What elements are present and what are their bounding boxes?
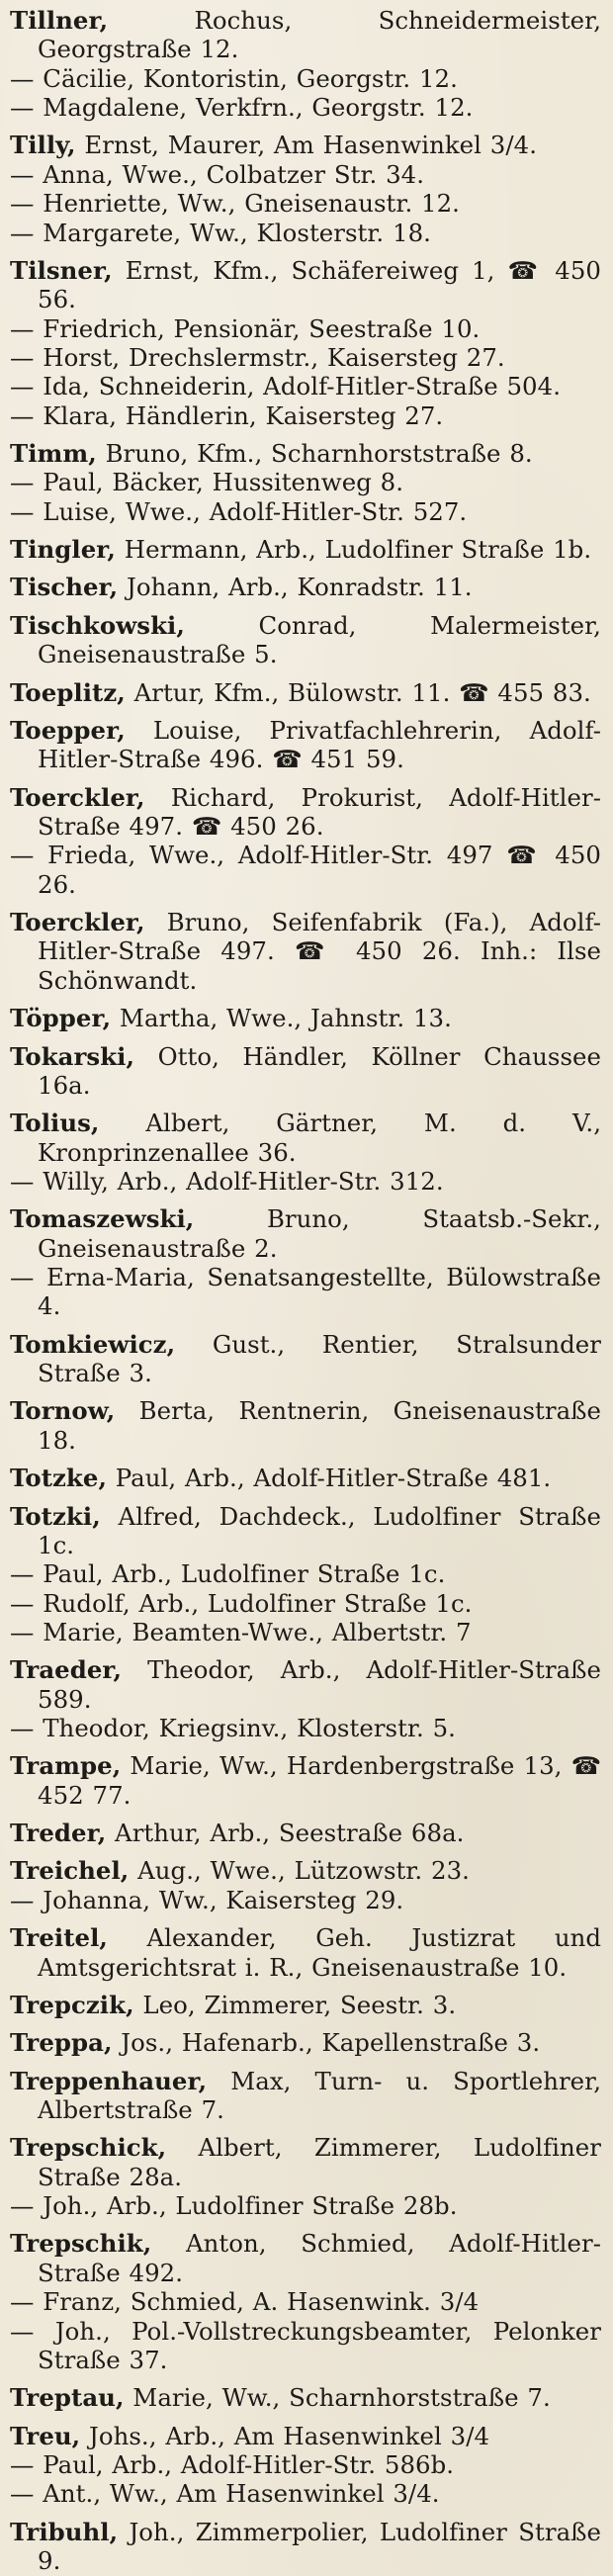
entry-details: Marie, Ww., Scharnhorststraße 7. xyxy=(124,2383,551,2413)
entry-surname: Treitel, xyxy=(10,1923,108,1953)
directory-sub-entry xyxy=(10,497,601,526)
directory-entry xyxy=(10,1923,601,1982)
entry-details: Anton, Schmied, Adolf-Hitler-Straße 492. xyxy=(38,2229,601,2287)
directory-entry xyxy=(10,1204,601,1263)
directory-entry xyxy=(10,1396,601,1455)
entry-surname: Tomkiewicz, xyxy=(10,1329,176,1359)
directory-entry xyxy=(10,2229,601,2287)
directory-sub-entry xyxy=(10,2450,601,2479)
entry-details: Johann, Arb., Konradstr. 11. xyxy=(118,573,473,602)
entry-surname: Totzke, xyxy=(10,1464,107,1493)
entry-surname: Toeplitz, xyxy=(10,677,126,707)
entry-details: Ernst, Maurer, Am Hasenwinkel 3/4. xyxy=(75,131,538,160)
entry-surname: Trampe, xyxy=(10,1751,122,1781)
directory-sub-entry xyxy=(10,1167,601,1196)
entry-surname: Treder, xyxy=(10,1819,107,1848)
entry-details: Bruno, Staatsb.-Sekr., Gneisenaustraße 2. xyxy=(38,1204,601,1263)
directory-entry xyxy=(10,1991,601,2019)
directory-sub-entry xyxy=(10,401,601,430)
entry-details: Aug., Wwe., Lützowstr. 23. xyxy=(129,1856,470,1886)
entry-details: Hermann, Arb., Ludolfiner Straße 1b. xyxy=(115,535,592,565)
directory-sub-entry xyxy=(10,841,601,899)
entry-details: — Franz, Schmied, A. Hasenwink. 3/4 xyxy=(10,2287,480,2317)
entry-details: Albert, Zimmerer, Ludolfiner Straße 28a. xyxy=(38,2133,601,2191)
directory-entry xyxy=(10,1502,601,1560)
entry-details: Artur, Kfm., Bülowstr. 11. ☎ 455 83. xyxy=(125,677,591,707)
directory-entry xyxy=(10,2518,601,2576)
directory-entry xyxy=(10,783,601,842)
directory-sub-entry xyxy=(10,1589,601,1618)
directory-sub-entry xyxy=(10,343,601,372)
directory-entry xyxy=(10,1109,601,1167)
directory-sub-entry xyxy=(10,372,601,400)
directory-entry xyxy=(10,678,601,707)
directory-entry xyxy=(10,2383,601,2412)
directory-entry xyxy=(10,2028,601,2057)
entry-surname: Toerckler, xyxy=(10,782,145,812)
entry-surname: Treichel, xyxy=(10,1856,130,1886)
entry-details: — Cäcilie, Kontoristin, Georgstr. 12. xyxy=(10,63,458,93)
directory-entry xyxy=(10,1819,601,1847)
entry-surname: Tingler, xyxy=(10,535,116,565)
entry-details: Richard, Prokurist, Adolf-Hitler-Straße 497. ☎ 450 26. xyxy=(38,782,601,841)
directory-entry xyxy=(10,1751,601,1810)
entry-details: Louise, Privatfachlehrerin, Adolf-Hitler-Straße 496. ☎ 451 59. xyxy=(38,715,601,774)
entry-details: — Luise, Wwe., Adolf-Hitler-Str. 527. xyxy=(10,496,468,526)
entry-surname: Tilly, xyxy=(10,131,76,160)
entry-details: Arthur, Arb., Seestraße 68a. xyxy=(106,1819,465,1848)
entry-details: Theodor, Arb., Adolf-Hitler-Straße 589. xyxy=(38,1655,601,1714)
directory-entry xyxy=(10,6,601,64)
directory-entry xyxy=(10,716,601,774)
directory-entry xyxy=(10,1856,601,1885)
entry-surname: Tischkowski, xyxy=(10,610,185,640)
entry-surname: Toepper, xyxy=(10,715,126,745)
entry-details: — Anna, Wwe., Colbatzer Str. 34. xyxy=(10,159,425,189)
directory-entry xyxy=(10,908,601,995)
directory-sub-entry xyxy=(10,1714,601,1742)
directory-entry xyxy=(10,611,601,669)
entry-details: — Frieda, Wwe., Adolf-Hitler-Str. 497 ☎ 450 26. xyxy=(10,841,601,899)
directory-entry xyxy=(10,131,601,159)
directory-sub-entry xyxy=(10,1263,601,1321)
entry-details: Max, Turn- u. Sportlehrer, Albertstraße 7. xyxy=(38,2066,601,2124)
directory-entry xyxy=(10,2133,601,2191)
entry-details: — Paul, Bäcker, Hussitenweg 8. xyxy=(10,468,404,497)
entry-surname: Tolius, xyxy=(10,1109,100,1138)
directory-entry xyxy=(10,1655,601,1714)
directory-sub-entry xyxy=(10,468,601,496)
entry-surname: Trepczik, xyxy=(10,1990,134,2019)
entry-details: Berta, Rentnerin, Gneisenaustraße 18. xyxy=(38,1396,601,1455)
directory-sub-entry xyxy=(10,2479,601,2508)
entry-surname: Tilsner, xyxy=(10,255,113,285)
entry-surname: Tornow, xyxy=(10,1396,116,1426)
entry-surname: Töpper, xyxy=(10,1004,112,1033)
entry-surname: Timm, xyxy=(10,439,97,469)
directory-entry xyxy=(10,1464,601,1492)
entry-details: Alfred, Dachdeck., Ludolfiner Straße 1c. xyxy=(38,1501,601,1559)
entry-details: — Erna-Maria, Senatsangestellte, Bülowstraße 4. xyxy=(10,1263,601,1321)
directory-sub-entry xyxy=(10,2317,601,2375)
directory-entry xyxy=(10,1330,601,1388)
directory-sub-entry xyxy=(10,93,601,122)
directory-sub-entry xyxy=(10,64,601,93)
entry-details: — Ant., Ww., Am Hasenwinkel 3/4. xyxy=(10,2479,440,2509)
entry-surname: Traeder, xyxy=(10,1655,123,1685)
entry-details: Martha, Wwe., Jahnstr. 13. xyxy=(111,1004,452,1033)
directory-entry xyxy=(10,256,601,314)
entry-surname: Treppa, xyxy=(10,2028,113,2058)
entry-details: — Friedrich, Pensionär, Seestraße 10. xyxy=(10,313,481,343)
entry-details: — Johanna, Ww., Kaisersteg 29. xyxy=(10,1885,404,1914)
entry-surname: Tischer, xyxy=(10,573,119,602)
entry-details: — Joh., Arb., Ludolfiner Straße 28b. xyxy=(10,2191,458,2221)
entry-details: — Marie, Beamten-Wwe., Albertstr. 7 xyxy=(10,1617,472,1646)
directory-sub-entry xyxy=(10,1559,601,1588)
entry-details: Conrad, Malermeister, Gneisenaustraße 5. xyxy=(38,610,601,669)
directory-entry xyxy=(10,535,601,564)
entry-details: — Joh., Pol.-Vollstreckungsbeamter, Pelonker Straße 37. xyxy=(10,2316,601,2374)
directory-sub-entry xyxy=(10,219,601,247)
entry-details: Leo, Zimmerer, Seestr. 3. xyxy=(133,1990,457,2019)
entry-details: — Margarete, Ww., Klosterstr. 18. xyxy=(10,218,431,247)
entry-details: Paul, Arb., Adolf-Hitler-Straße 481. xyxy=(107,1464,552,1493)
entry-surname: Trepschick, xyxy=(10,2133,167,2163)
directory-sub-entry xyxy=(10,2287,601,2316)
entry-details: Jos., Hafenarb., Kapellenstraße 3. xyxy=(112,2028,541,2058)
entry-surname: Tribuhl, xyxy=(10,2517,119,2546)
entry-details: Albert, Gärtner, M. d. V., Kronprinzenallee 36. xyxy=(38,1109,601,1167)
entry-surname: Tillner, xyxy=(10,6,109,35)
entry-details: — Henriette, Ww., Gneisenaustr. 12. xyxy=(10,189,460,219)
entry-details: — Ida, Schneiderin, Adolf-Hitler-Straße 504. xyxy=(10,372,562,401)
entry-details: Ernst, Kfm., Schäfereiweg 1, ☎ 450 56. xyxy=(38,255,601,314)
directory-entry xyxy=(10,2422,601,2450)
entry-details: Bruno, Kfm., Scharnhorststraße 8. xyxy=(96,439,533,469)
entry-surname: Treppenhauer, xyxy=(10,2066,208,2095)
entry-details: Rochus, Schneidermeister, Georgstraße 12. xyxy=(38,6,601,64)
entry-surname: Treu, xyxy=(10,2421,81,2450)
directory-sub-entry xyxy=(10,189,601,218)
directory-entry xyxy=(10,573,601,601)
directory-sub-entry xyxy=(10,2191,601,2220)
entry-details: — Klara, Händlerin, Kaisersteg 27. xyxy=(10,400,444,430)
directory-entries xyxy=(10,6,601,2575)
entry-surname: Tomaszewski, xyxy=(10,1204,195,1234)
directory-entry xyxy=(10,439,601,468)
entry-details: — Horst, Drechslermstr., Kaisersteg 27. xyxy=(10,342,505,372)
entry-surname: Treptau, xyxy=(10,2383,125,2413)
entry-surname: Toerckler, xyxy=(10,908,145,937)
entry-surname: Trepschik, xyxy=(10,2229,152,2259)
entry-details: — Paul, Arb., Ludolfiner Straße 1c. xyxy=(10,1559,446,1589)
directory-entry xyxy=(10,1004,601,1032)
entry-details: — Magdalene, Verkfrn., Georgstr. 12. xyxy=(10,93,474,123)
entry-details: Johs., Arb., Am Hasenwinkel 3/4 xyxy=(80,2421,490,2450)
entry-details: — Rudolf, Arb., Ludolfiner Straße 1c. xyxy=(10,1588,473,1618)
entry-details: Alexander, Geh. Justizrat und Amtsgerichtsrat i. R., Gneisenaustraße 10. xyxy=(38,1923,601,1982)
directory-sub-entry xyxy=(10,160,601,189)
entry-details: Joh., Zimmerpolier, Ludolfiner Straße 9. xyxy=(38,2517,601,2576)
entry-details: — Paul, Arb., Adolf-Hitler-Str. 586b. xyxy=(10,2449,455,2479)
entry-details: Marie, Ww., Hardenbergstraße 13, ☎ 452 77. xyxy=(38,1751,601,1810)
directory-sub-entry xyxy=(10,314,601,343)
entry-details: Gust., Rentier, Stralsunder Straße 3. xyxy=(38,1329,601,1388)
directory-entry xyxy=(10,1042,601,1101)
entry-details: — Theodor, Kriegsinv., Klosterstr. 5. xyxy=(10,1714,456,1743)
directory-entry xyxy=(10,2067,601,2125)
directory-sub-entry xyxy=(10,1886,601,1914)
entry-details: Otto, Händler, Köllner Chaussee 16a. xyxy=(38,1041,601,1100)
entry-surname: Tokarski, xyxy=(10,1041,135,1071)
entry-details: — Willy, Arb., Adolf-Hitler-Str. 312. xyxy=(10,1166,444,1196)
entry-details: Bruno, Seifenfabrik (Fa.), Adolf-Hitler-Straße 497. ☎ 450 26. Inh.: Ilse Schönwandt. xyxy=(38,908,601,995)
entry-surname: Totzki, xyxy=(10,1501,101,1531)
directory-sub-entry xyxy=(10,1618,601,1646)
